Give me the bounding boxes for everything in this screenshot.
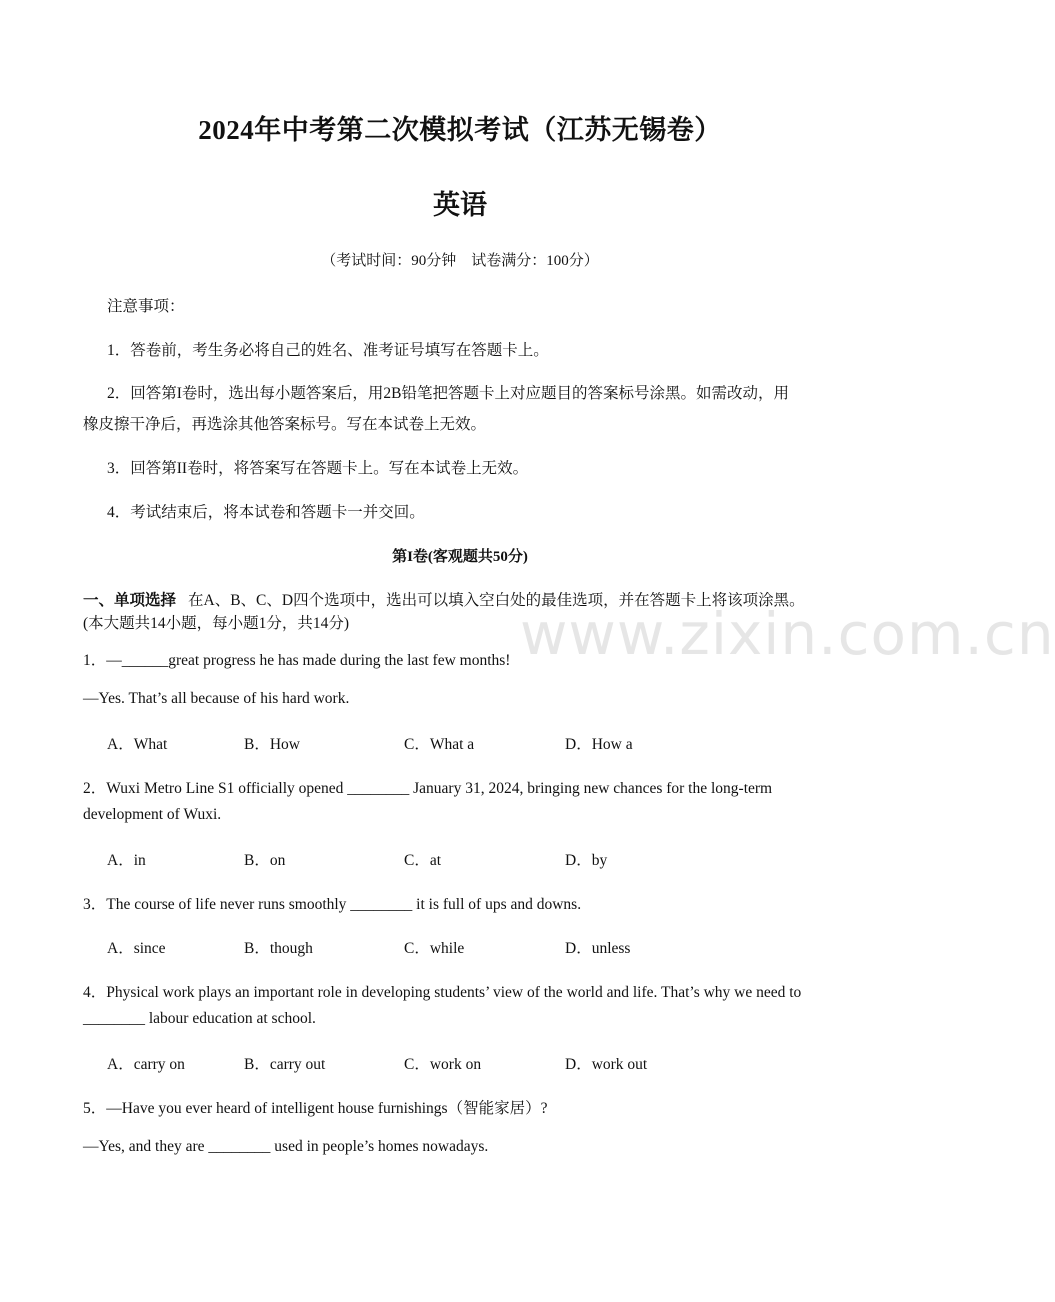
question-2-option-c: C．at bbox=[404, 852, 442, 869]
exam-info: （考试时间：90分钟 试卷满分：100分） bbox=[321, 253, 599, 269]
question-1-stem: 1．—______great progress he has made during the last few months! bbox=[83, 652, 511, 669]
part-heading bbox=[83, 588, 805, 610]
question-1-option-a: A．What bbox=[107, 736, 168, 753]
question-4-stem-continued: ________ labour education at school. bbox=[83, 1010, 316, 1027]
part-note: (本大题共14小题，每小题1分，共14分) bbox=[83, 615, 350, 632]
question-1-option-c: C．What a bbox=[404, 736, 475, 753]
question-3-option-c: C．while bbox=[404, 940, 465, 957]
question-2-option-d: D．by bbox=[565, 852, 608, 869]
question-2-stem: 2．Wuxi Metro Line S1 officially opened ________ January 31, 2024, bringing new chances for the long-term bbox=[83, 780, 773, 797]
question-2-stem-continued: development of Wuxi. bbox=[83, 806, 222, 823]
notes-heading: 注意事项： bbox=[107, 298, 185, 315]
note-item-4: 4．考试结束后，将本试卷和答题卡一并交回。 bbox=[107, 504, 425, 521]
section-title: 第I卷(客观题共50分) bbox=[392, 549, 528, 565]
question-3-option-d: D．unless bbox=[565, 940, 631, 957]
note-item-2-continued: 橡皮擦干净后，再选涂其他答案标号。写在本试卷上无效。 bbox=[83, 416, 487, 433]
question-4-stem: 4．Physical work plays an important role in developing students’ view of the world and life. That’s why we need to bbox=[83, 984, 802, 1001]
question-3-option-a: A．since bbox=[107, 940, 166, 957]
question-3-stem: 3．The course of life never runs smoothly ________ it is full of ups and downs. bbox=[83, 896, 582, 913]
question-2-option-a: A．in bbox=[107, 852, 146, 869]
question-4-option-a: A．carry on bbox=[107, 1056, 185, 1073]
exam-title: 2024年中考第二次模拟考试（江苏无锡卷） bbox=[198, 115, 722, 145]
question-2-option-b: B．on bbox=[244, 852, 286, 869]
part-label: 一、单项选择 bbox=[83, 592, 177, 609]
question-1-option-d: D．How a bbox=[565, 736, 633, 753]
part-instruction: 在A、B、C、D四个选项中，选出可以填入空白处的最佳选项，并在答题卡上将该项涂黑。 bbox=[188, 592, 805, 609]
subject-title: 英语 bbox=[433, 190, 487, 220]
question-5-stem: 5．—Have you ever heard of intelligent house furnishings（智能家居）? bbox=[83, 1100, 548, 1117]
question-3-option-b: B．though bbox=[244, 940, 313, 957]
question-4-option-b: B．carry out bbox=[244, 1056, 326, 1073]
note-item-3: 3．回答第II卷时，将答案写在答题卡上。写在本试卷上无效。 bbox=[107, 460, 529, 477]
watermark: www.zixin.com.cn bbox=[520, 600, 1055, 668]
question-1-response: —Yes. That’s all because of his hard work. bbox=[83, 690, 350, 707]
question-5-response: —Yes, and they are ________ used in people’s homes nowadays. bbox=[83, 1138, 489, 1155]
question-1-option-b: B．How bbox=[244, 736, 300, 753]
note-item-1: 1．答卷前，考生务必将自己的姓名、准考证号填写在答题卡上。 bbox=[107, 342, 549, 359]
note-item-2: 2．回答第I卷时，选出每小题答案后，用2B铅笔把答题卡上对应题目的答案标号涂黑。如需改动，用 bbox=[107, 385, 790, 402]
question-4-option-d: D．work out bbox=[565, 1056, 648, 1073]
question-4-option-c: C．work on bbox=[404, 1056, 482, 1073]
